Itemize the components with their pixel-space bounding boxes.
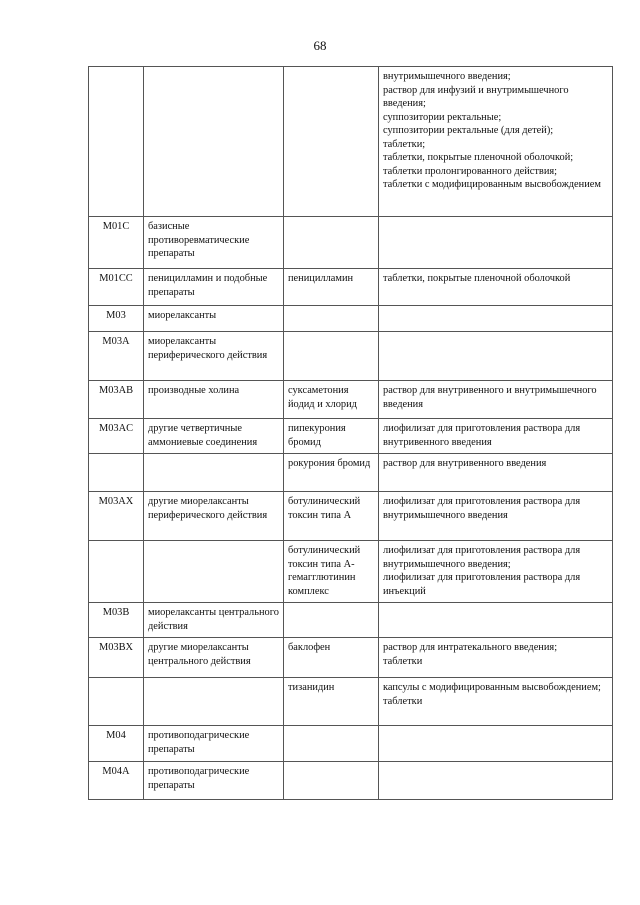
table-row: [89, 726, 613, 762]
inn-cell: пипекурония бромид: [284, 419, 379, 454]
atc-code-cell: M03BX: [89, 638, 144, 678]
dosage-form-line: лиофилизат для приготовления раствора для внутримышечного введения;: [383, 545, 581, 570]
group-name-cell: [144, 678, 284, 726]
dosage-form-line: раствор для внутривенного и внутримышечного введения: [383, 385, 597, 410]
inn-cell: баклофен: [284, 638, 379, 678]
inn-cell: [284, 306, 379, 332]
inn-cell: [284, 726, 379, 762]
atc-code-cell: M03AB: [89, 381, 144, 419]
table-row: [89, 217, 613, 269]
table-row: [89, 492, 613, 541]
atc-code-cell: [89, 541, 144, 603]
table-row: [89, 332, 613, 381]
group-name-cell: базисные противоревматические препараты: [144, 217, 284, 269]
dosage-form-line: таблетки: [383, 695, 423, 707]
atc-code-cell: M03: [89, 306, 144, 332]
inn-cell: [284, 762, 379, 800]
atc-code-cell: M01C: [89, 217, 144, 269]
table-row: [89, 678, 613, 726]
inn-cell: ботулинический токсин типа A: [284, 492, 379, 541]
atc-code-cell: M03AX: [89, 492, 144, 541]
dosage-form-cell: [379, 678, 613, 726]
dosage-form-line: суппозитории ректальные (для детей);: [383, 125, 554, 137]
dosage-form-line: таблетки, покрытые пленочной оболочкой: [383, 273, 571, 284]
dosage-form-cell: [379, 492, 613, 541]
dosage-form-line: суппозитории ректальные;: [383, 111, 502, 123]
dosage-form-line: таблетки;: [383, 138, 426, 150]
table-row: [89, 638, 613, 678]
dosage-form-line: таблетки, покрытые пленочной оболочкой;: [383, 152, 574, 164]
group-name-cell: другие миорелаксанты центрального действия: [144, 638, 284, 678]
group-name-cell: [144, 454, 284, 492]
dosage-form-cell: [379, 762, 613, 800]
atc-code-cell: [89, 454, 144, 492]
group-name-cell: миорелаксанты: [144, 306, 284, 332]
dosage-form-cell: [379, 381, 613, 419]
atc-code-cell: M03B: [89, 603, 144, 638]
page-number: 68: [313, 38, 327, 53]
inn-cell: тизанидин: [284, 678, 379, 726]
atc-code-cell: [89, 678, 144, 726]
dosage-form-cell: [379, 726, 613, 762]
dosage-form-cell: [379, 638, 613, 678]
group-name-cell: противоподагрические препараты: [144, 762, 284, 800]
dosage-form-cell: [379, 67, 613, 217]
group-name-cell: другие четвертичные аммониевые соединения: [144, 419, 284, 454]
dosage-form-line: внутримышечного введения;: [383, 71, 511, 82]
table-row: [89, 541, 613, 603]
group-name-cell: [144, 67, 284, 217]
inn-cell: [284, 332, 379, 381]
atc-code-cell: M03AC: [89, 419, 144, 454]
dosage-form-line: лиофилизат для приготовления раствора для внутривенного введения: [383, 423, 581, 448]
inn-cell: суксаметония йодид и хлорид: [284, 381, 379, 419]
group-name-cell: производные холина: [144, 381, 284, 419]
inn-cell: [284, 603, 379, 638]
group-name-cell: миорелаксанты периферического действия: [144, 332, 284, 381]
inn-cell: пеницилламин: [284, 269, 379, 306]
table-row: [89, 454, 613, 492]
inn-cell: [284, 217, 379, 269]
dosage-form-cell: [379, 419, 613, 454]
table-body: [89, 67, 613, 800]
table-row: [89, 67, 613, 217]
drug-table: [88, 66, 613, 800]
atc-code-cell: M04: [89, 726, 144, 762]
table-row: [89, 419, 613, 454]
group-name-cell: [144, 541, 284, 603]
inn-cell: ботулинический токсин типа A-гемагглютинин комплекс: [284, 541, 379, 603]
dosage-form-line: лиофилизат для приготовления раствора для инъекций: [383, 572, 581, 597]
dosage-form-cell: [379, 306, 613, 332]
table-row: [89, 603, 613, 638]
dosage-form-cell: [379, 454, 613, 492]
table-row: [89, 381, 613, 419]
table-row: [89, 306, 613, 332]
group-name-cell: другие миорелаксанты периферического действия: [144, 492, 284, 541]
dosage-form-line: таблетки: [383, 655, 423, 667]
dosage-form-line: таблетки пролонгированного действия;: [383, 165, 558, 177]
dosage-form-cell: [379, 603, 613, 638]
table-row: [89, 269, 613, 306]
atc-code-cell: [89, 67, 144, 217]
dosage-form-cell: [379, 541, 613, 603]
dosage-form-cell: [379, 269, 613, 306]
inn-cell: [284, 67, 379, 217]
dosage-form-line: лиофилизат для приготовления раствора для внутримышечного введения: [383, 496, 581, 521]
dosage-form-line: раствор для интратекального введения;: [383, 642, 558, 654]
dosage-form-cell: [379, 217, 613, 269]
dosage-form-cell: [379, 332, 613, 381]
group-name-cell: пеницилламин и подобные препараты: [144, 269, 284, 306]
atc-code-cell: M03A: [89, 332, 144, 381]
group-name-cell: миорелаксанты центрального действия: [144, 603, 284, 638]
dosage-form-line: раствор для инфузий и внутримышечного введения;: [383, 84, 569, 110]
atc-code-cell: M04A: [89, 762, 144, 800]
inn-cell: рокурония бромид: [284, 454, 379, 492]
dosage-form-line: капсулы с модифицированным высвобождением;: [383, 682, 601, 694]
table-row: [89, 762, 613, 800]
dosage-form-line: раствор для внутривенного введения: [383, 458, 547, 470]
group-name-cell: противоподагрические препараты: [144, 726, 284, 762]
atc-code-cell: M01CC: [89, 269, 144, 306]
dosage-form-line: таблетки с модифицированным высвобождением: [383, 179, 601, 191]
